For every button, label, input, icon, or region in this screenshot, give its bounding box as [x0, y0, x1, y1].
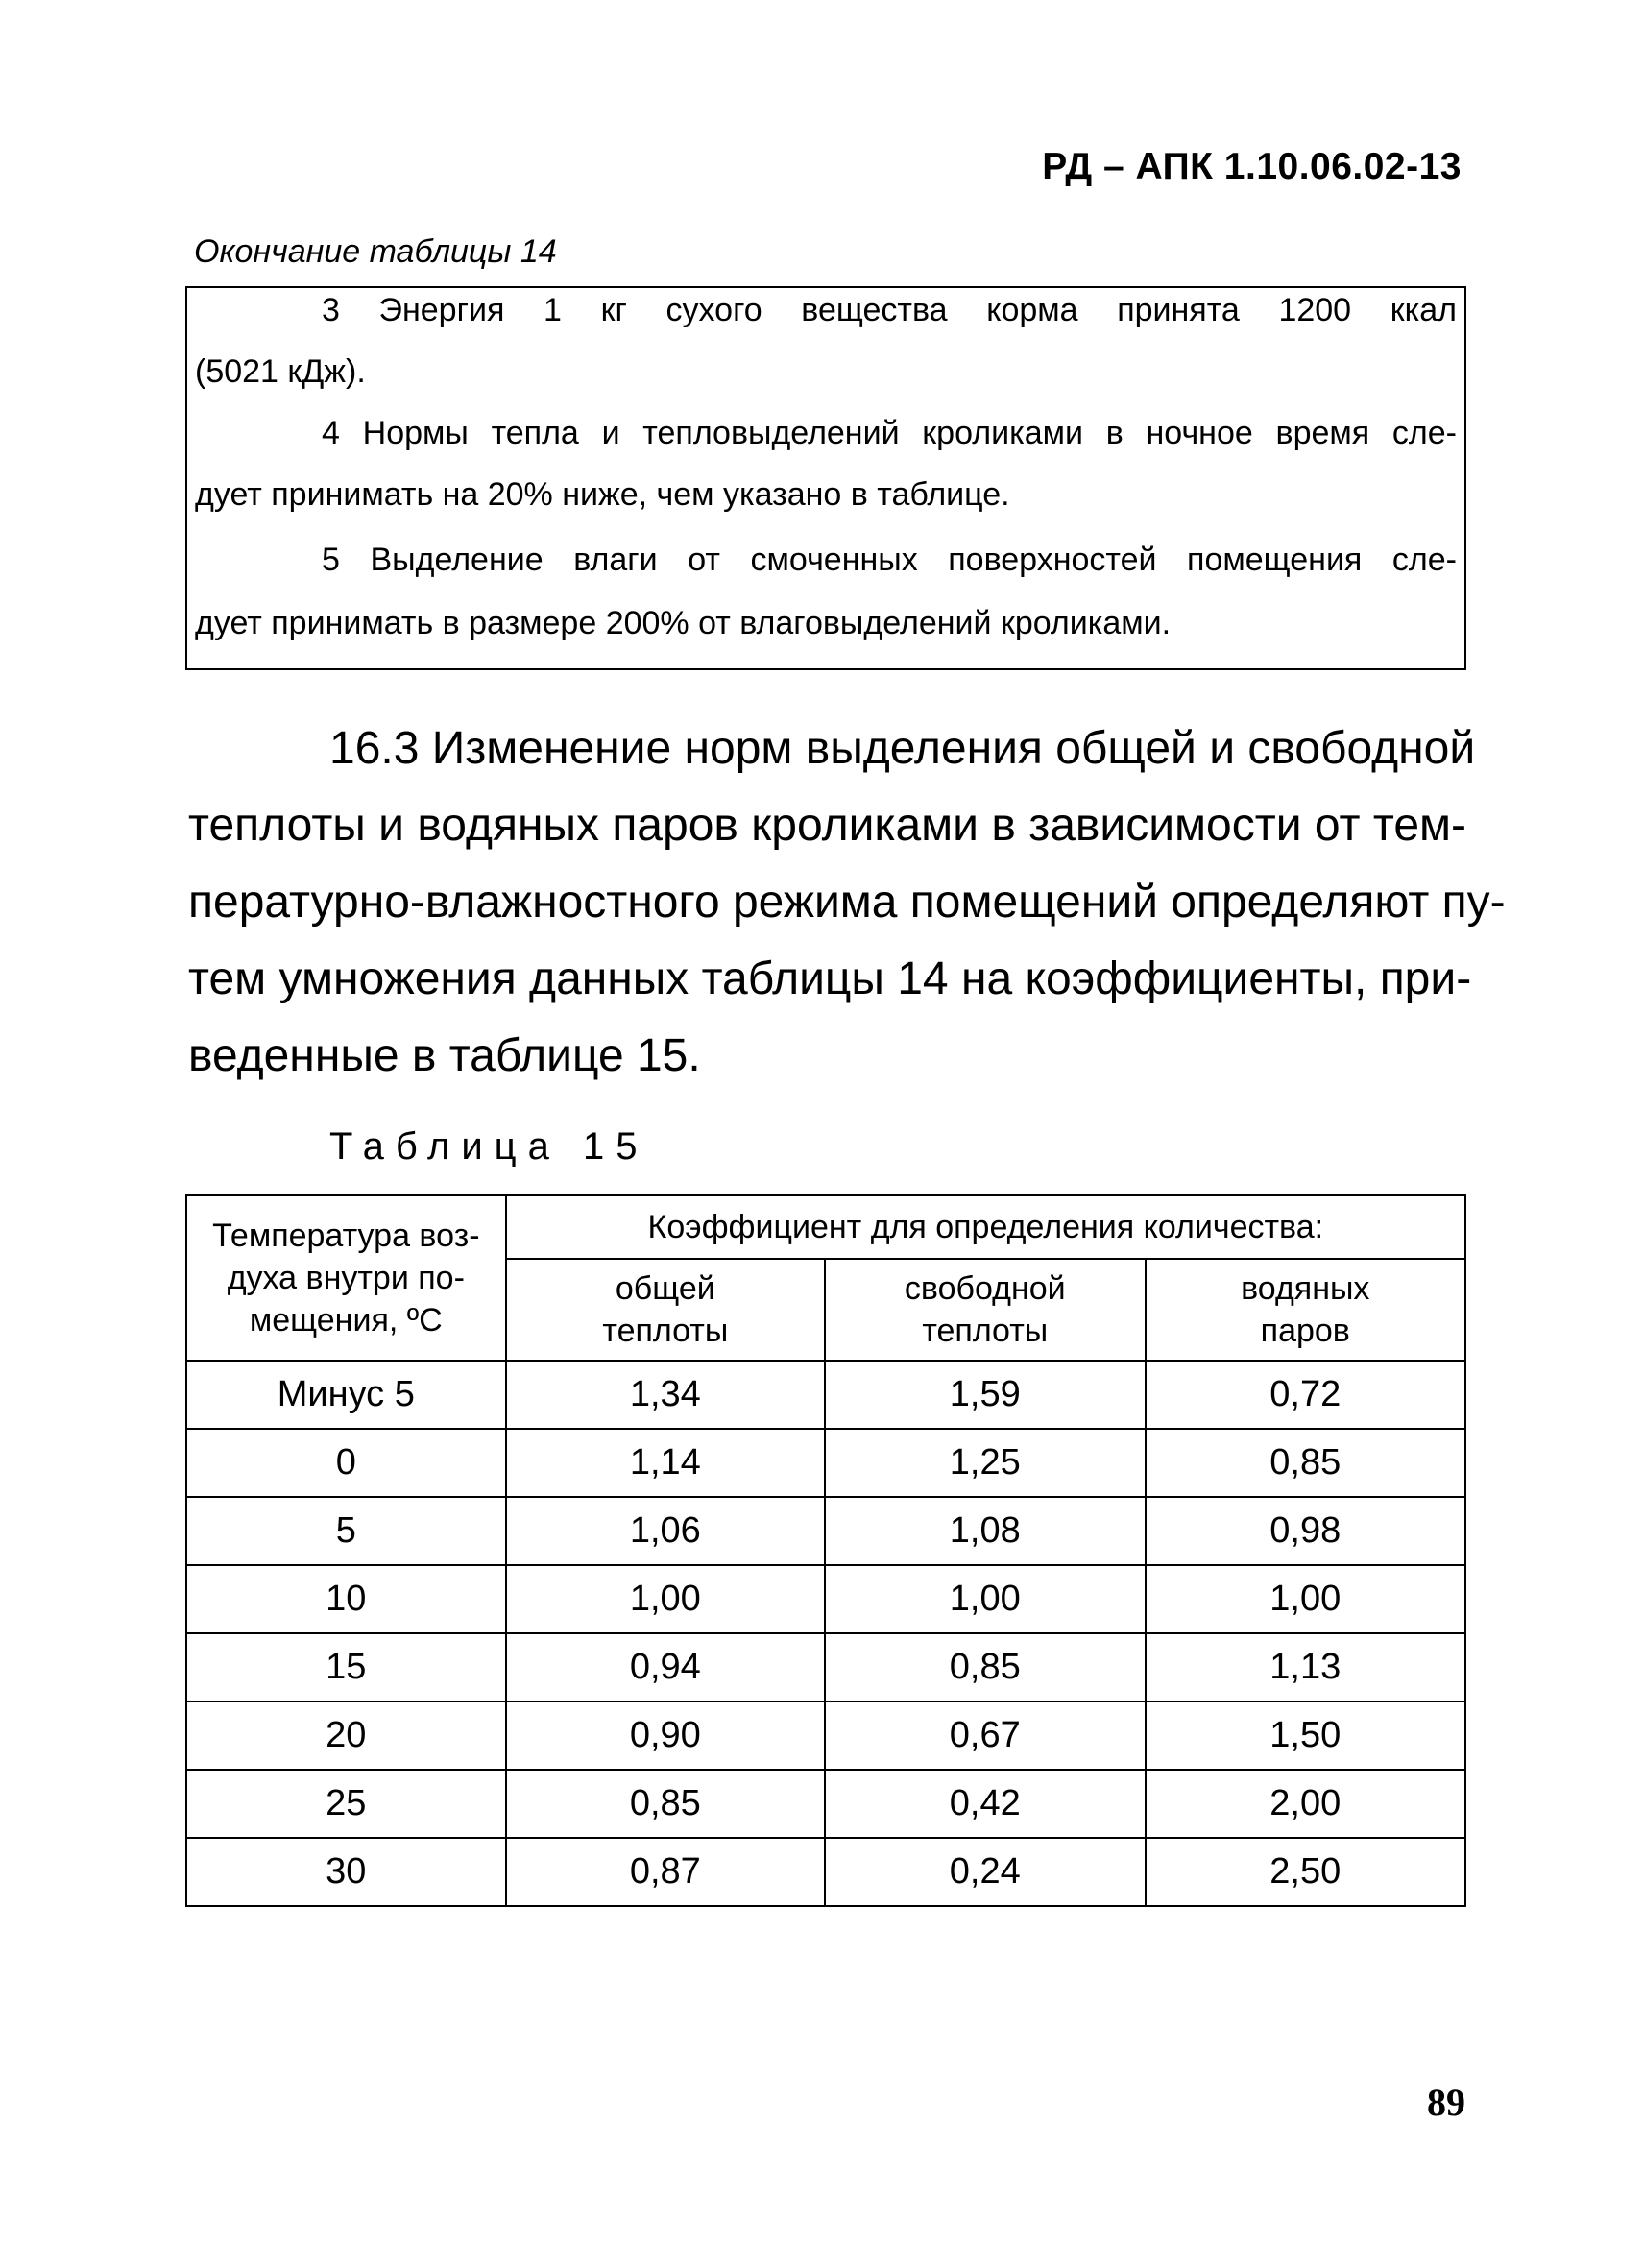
- cell-water-vapor: 0,85: [1146, 1429, 1465, 1497]
- cell-temperature: 0: [186, 1429, 506, 1497]
- note-line: 5 Выделение влаги от смоченных поверхностей помещения сле-: [322, 542, 1457, 578]
- paragraph-line: тем умножения данных таблицы 14 на коэффициенты, при-: [188, 953, 1472, 1004]
- cell-free-heat: 1,59: [825, 1361, 1146, 1429]
- header-water-vapor: [1146, 1259, 1465, 1361]
- cell-total-heat: 0,87: [506, 1838, 825, 1906]
- table-caption: Таблица 15: [329, 1125, 649, 1168]
- cell-water-vapor: 1,50: [1146, 1701, 1465, 1770]
- cell-total-heat: 1,34: [506, 1361, 825, 1429]
- cell-water-vapor: 1,13: [1146, 1633, 1465, 1701]
- note-line: дует принимать на 20% ниже, чем указано в таблице.: [195, 476, 1010, 513]
- cell-total-heat: 0,85: [506, 1770, 825, 1838]
- table-row: [186, 1361, 1465, 1429]
- header-coefficient-group: Коэффициент для определения количества:: [506, 1195, 1465, 1259]
- cell-temperature: 30: [186, 1838, 506, 1906]
- header-line: паров: [1260, 1313, 1350, 1349]
- paragraph-line: теплоты и водяных паров кроликами в зависимости от тем-: [188, 800, 1466, 851]
- cell-free-heat: 0,42: [825, 1770, 1146, 1838]
- notes-box: [185, 286, 1466, 670]
- header-line: свободной: [904, 1270, 1066, 1307]
- header-temperature-line: духа внутри по-: [227, 1260, 465, 1296]
- note-line: дует принимать в размере 200% от влаговыделений кроликами.: [195, 605, 1172, 641]
- header-free-heat: [825, 1259, 1146, 1361]
- coefficient-table: [185, 1194, 1466, 1907]
- cell-temperature: Минус 5: [186, 1361, 506, 1429]
- cell-temperature: 20: [186, 1701, 506, 1770]
- cell-water-vapor: 0,72: [1146, 1361, 1465, 1429]
- paragraph-line: пературно-влажностного режима помещений определяют пу-: [188, 877, 1506, 928]
- header-line: общей: [615, 1270, 715, 1307]
- header-line: теплоты: [922, 1313, 1049, 1349]
- cell-free-heat: 0,85: [825, 1633, 1146, 1701]
- header-total-heat: [506, 1259, 825, 1361]
- cell-free-heat: 1,25: [825, 1429, 1146, 1497]
- cell-free-heat: 1,08: [825, 1497, 1146, 1565]
- header-temperature: [186, 1195, 506, 1361]
- note-line: (5021 кДж).: [195, 353, 366, 390]
- note-line: 4 Нормы тепла и тепловыделений кроликами в ночное время сле-: [322, 415, 1457, 451]
- cell-total-heat: 1,14: [506, 1429, 825, 1497]
- cell-temperature: 25: [186, 1770, 506, 1838]
- cell-temperature: 5: [186, 1497, 506, 1565]
- table-row: [186, 1497, 1465, 1565]
- header-temperature-line: Температура воз-: [212, 1218, 480, 1254]
- cell-free-heat: 0,24: [825, 1838, 1146, 1906]
- table-row: [186, 1838, 1465, 1906]
- cell-temperature: 15: [186, 1633, 506, 1701]
- table-row: [186, 1770, 1465, 1838]
- header-line: теплоты: [602, 1313, 729, 1349]
- paragraph-line: 16.3 Изменение норм выделения общей и свободной: [329, 723, 1476, 774]
- document-code: РД – АПК 1.10.06.02-13: [1042, 146, 1462, 187]
- table-row: [186, 1565, 1465, 1633]
- table-continuation-title: Окончание таблицы 14: [194, 233, 557, 270]
- table-row: [186, 1701, 1465, 1770]
- cell-free-heat: 0,67: [825, 1701, 1146, 1770]
- note-line: 3 Энергия 1 кг сухого вещества корма принята 1200 ккал: [322, 292, 1457, 328]
- page-number: 89: [1427, 2081, 1465, 2124]
- table-row: [186, 1633, 1465, 1701]
- cell-free-heat: 1,00: [825, 1565, 1146, 1633]
- cell-water-vapor: 0,98: [1146, 1497, 1465, 1565]
- cell-water-vapor: 2,00: [1146, 1770, 1465, 1838]
- cell-temperature: 10: [186, 1565, 506, 1633]
- cell-water-vapor: 2,50: [1146, 1838, 1465, 1906]
- cell-total-heat: 1,00: [506, 1565, 825, 1633]
- cell-total-heat: 0,90: [506, 1701, 825, 1770]
- table-row: [186, 1429, 1465, 1497]
- cell-water-vapor: 1,00: [1146, 1565, 1465, 1633]
- cell-total-heat: 1,06: [506, 1497, 825, 1565]
- header-temperature-line: мещения, ºС: [249, 1302, 443, 1339]
- cell-total-heat: 0,94: [506, 1633, 825, 1701]
- header-line: водяных: [1241, 1270, 1370, 1307]
- paragraph-line: веденные в таблице 15.: [188, 1030, 701, 1081]
